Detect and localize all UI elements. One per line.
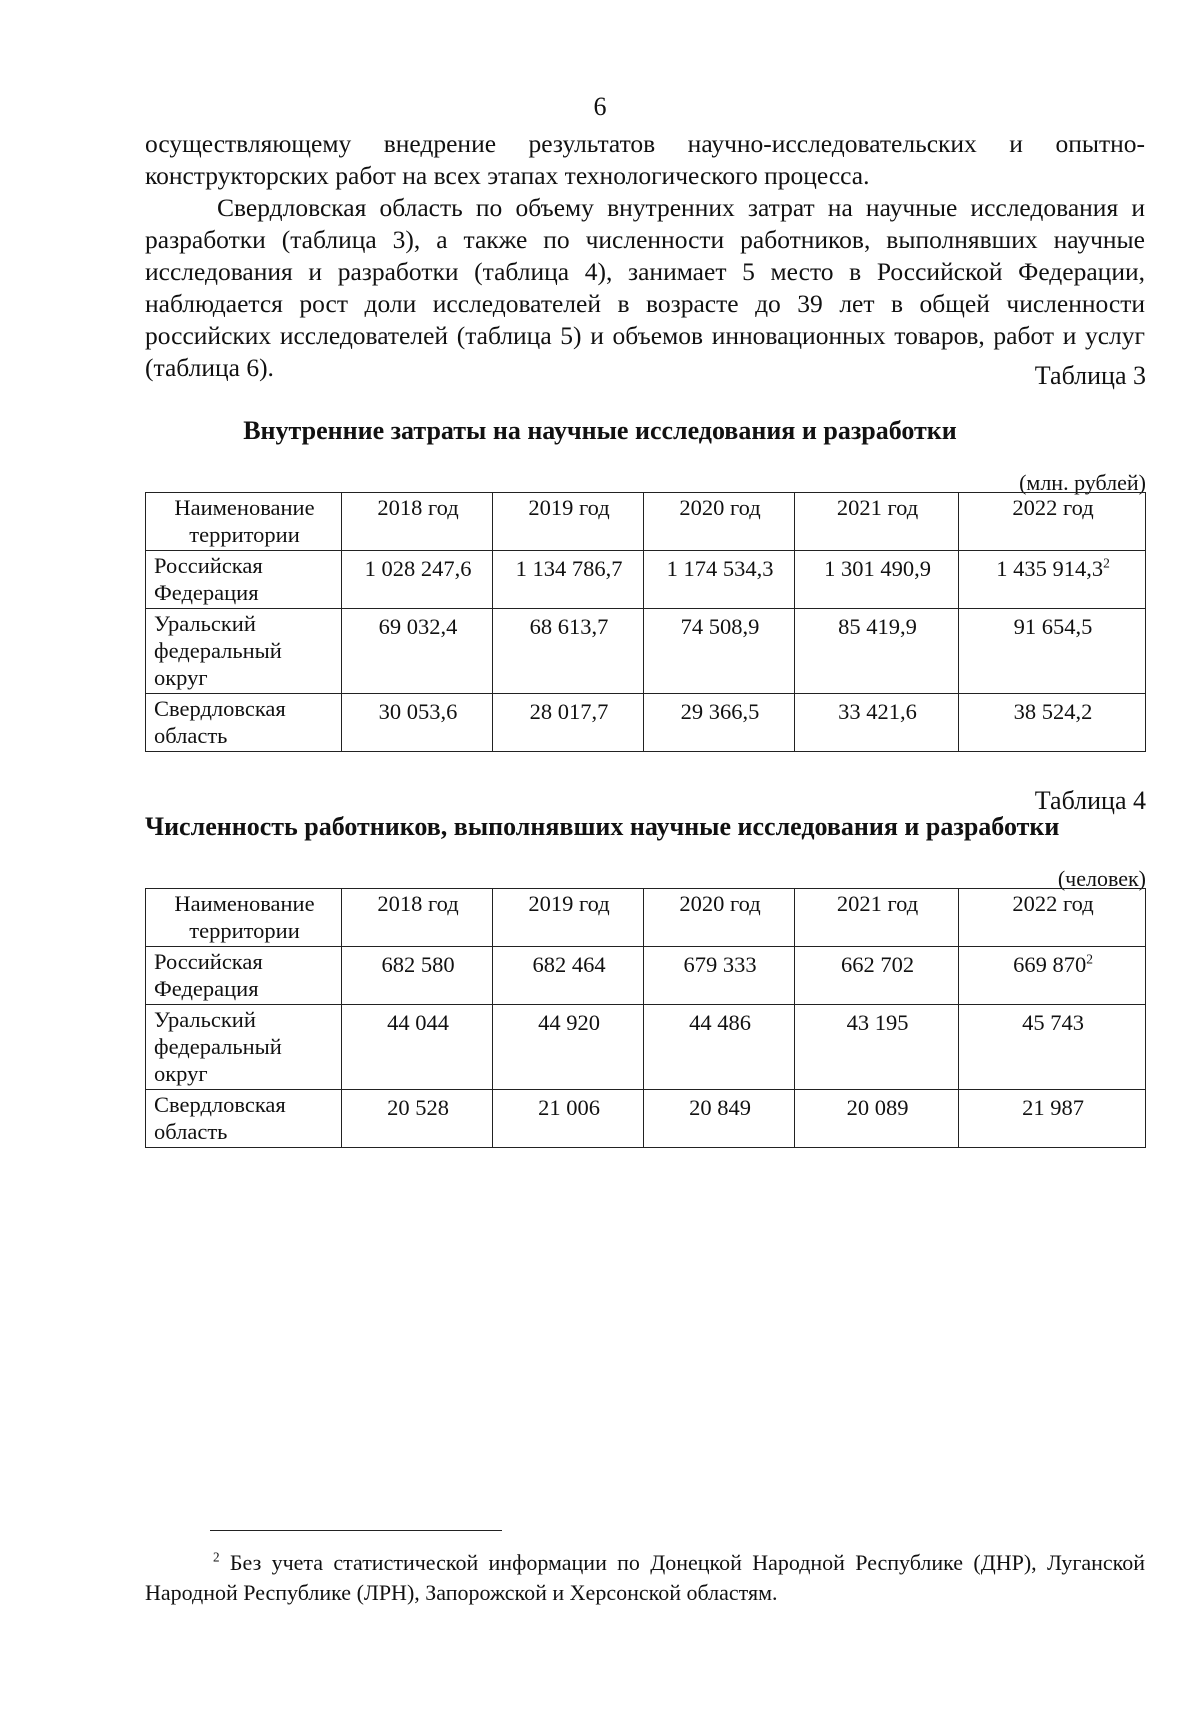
table-row [146,1005,1146,1090]
value-cell: 1 134 786,7 [493,551,644,609]
table4-label: Таблица 4 [1034,786,1146,815]
value-cell-with-note [959,947,1146,1005]
value-cell: 28 017,7 [493,694,644,752]
value-cell: 91 654,5 [959,609,1146,694]
value-cell: 85 419,9 [795,609,959,694]
header-cell: 2019 год [493,889,644,947]
row-name: Уральский федеральный округ [146,609,342,694]
value-cell: 38 524,2 [959,694,1146,752]
row-name: Свердловская область [146,694,342,752]
value-cell: 20 849 [644,1090,795,1148]
footnote-ref: 2 [1103,555,1110,571]
value-text: 1 435 914,3 [996,556,1104,581]
header-cell: 2019 год [493,493,644,551]
header-cell: 2022 год [959,889,1146,947]
table-row [146,694,1146,752]
header-cell: Наименование территории [146,493,342,551]
value-cell: 20 528 [342,1090,493,1148]
header-cell: 2021 год [795,493,959,551]
header-cell: Наименование территории [146,889,342,947]
value-cell: 682 464 [493,947,644,1005]
body-text [145,128,1145,384]
value-cell: 682 580 [342,947,493,1005]
footnote-separator [210,1530,502,1531]
row-name: Уральский федеральный округ [146,1005,342,1090]
table4-unit: (человек) [1057,866,1146,891]
value-cell: 43 195 [795,1005,959,1090]
table-row [146,609,1146,694]
header-cell: 2018 год [342,493,493,551]
row-name: Российская Федерация [146,551,342,609]
header-cell: 2021 год [795,889,959,947]
value-text: 669 870 [1013,952,1087,977]
value-cell: 21 006 [493,1090,644,1148]
footnote-text: Без учета статистической информации по Донецкой Народной Республике (ДНР), Луганской Народной Республике (ЛРН), Запорожской и Херсонской областям. [145,1550,1146,1605]
value-cell: 44 486 [644,1005,795,1090]
row-name: Свердловская область [146,1090,342,1148]
value-cell: 1 301 490,9 [795,551,959,609]
paragraph-continuation: осуществляющему внедрение результатов научно-исследовательских и опытно-конструкторских работ на всех этапах технологического процесса. [145,129,1145,190]
value-cell: 45 743 [959,1005,1146,1090]
footnote [145,1548,1145,1608]
row-name: Российская Федерация [146,947,342,1005]
value-cell: 20 089 [795,1090,959,1148]
header-cell: 2022 год [959,493,1146,551]
page-number: 6 [593,92,607,121]
value-cell: 21 987 [959,1090,1146,1148]
table4 [145,888,1146,1148]
footnote-marker: 2 [213,1549,220,1565]
table4-title: Численность работников, выполнявших научные исследования и разработки [145,812,1060,841]
value-cell: 1 174 534,3 [644,551,795,609]
value-cell: 679 333 [644,947,795,1005]
table-row [146,947,1146,1005]
value-cell: 44 920 [493,1005,644,1090]
table3 [145,492,1146,752]
value-cell: 44 044 [342,1005,493,1090]
header-cell: 2020 год [644,493,795,551]
table3-label: Таблица 3 [1034,361,1146,390]
value-cell: 30 053,6 [342,694,493,752]
footnote-ref: 2 [1086,951,1093,967]
header-cell: 2020 год [644,889,795,947]
table3-title: Внутренние затраты на научные исследования и разработки [243,416,957,445]
table-row [146,1090,1146,1148]
table3-unit: (млн. рублей) [1019,470,1146,495]
value-cell: 69 032,4 [342,609,493,694]
value-cell: 33 421,6 [795,694,959,752]
value-cell: 1 028 247,6 [342,551,493,609]
header-cell: 2018 год [342,889,493,947]
value-cell: 29 366,5 [644,694,795,752]
value-cell: 68 613,7 [493,609,644,694]
table-row [146,551,1146,609]
value-cell-with-note [959,551,1146,609]
table-header-row [146,889,1146,947]
table-header-row [146,493,1146,551]
paragraph-main: Свердловская область по объему внутренних затрат на научные исследования и разработки (таблица 3), а также по численности работников, выполнявших научные исследования и разработки (таблица 4), занимает 5 место в Российской Федерации, наблюдается рост доли исследователей в возрасте до 39 лет в общей численности российских исследователей (таблица 5) и объемов инновационных товаров, работ и услуг (таблица 6). [145,193,1145,382]
value-cell: 74 508,9 [644,609,795,694]
value-cell: 662 702 [795,947,959,1005]
